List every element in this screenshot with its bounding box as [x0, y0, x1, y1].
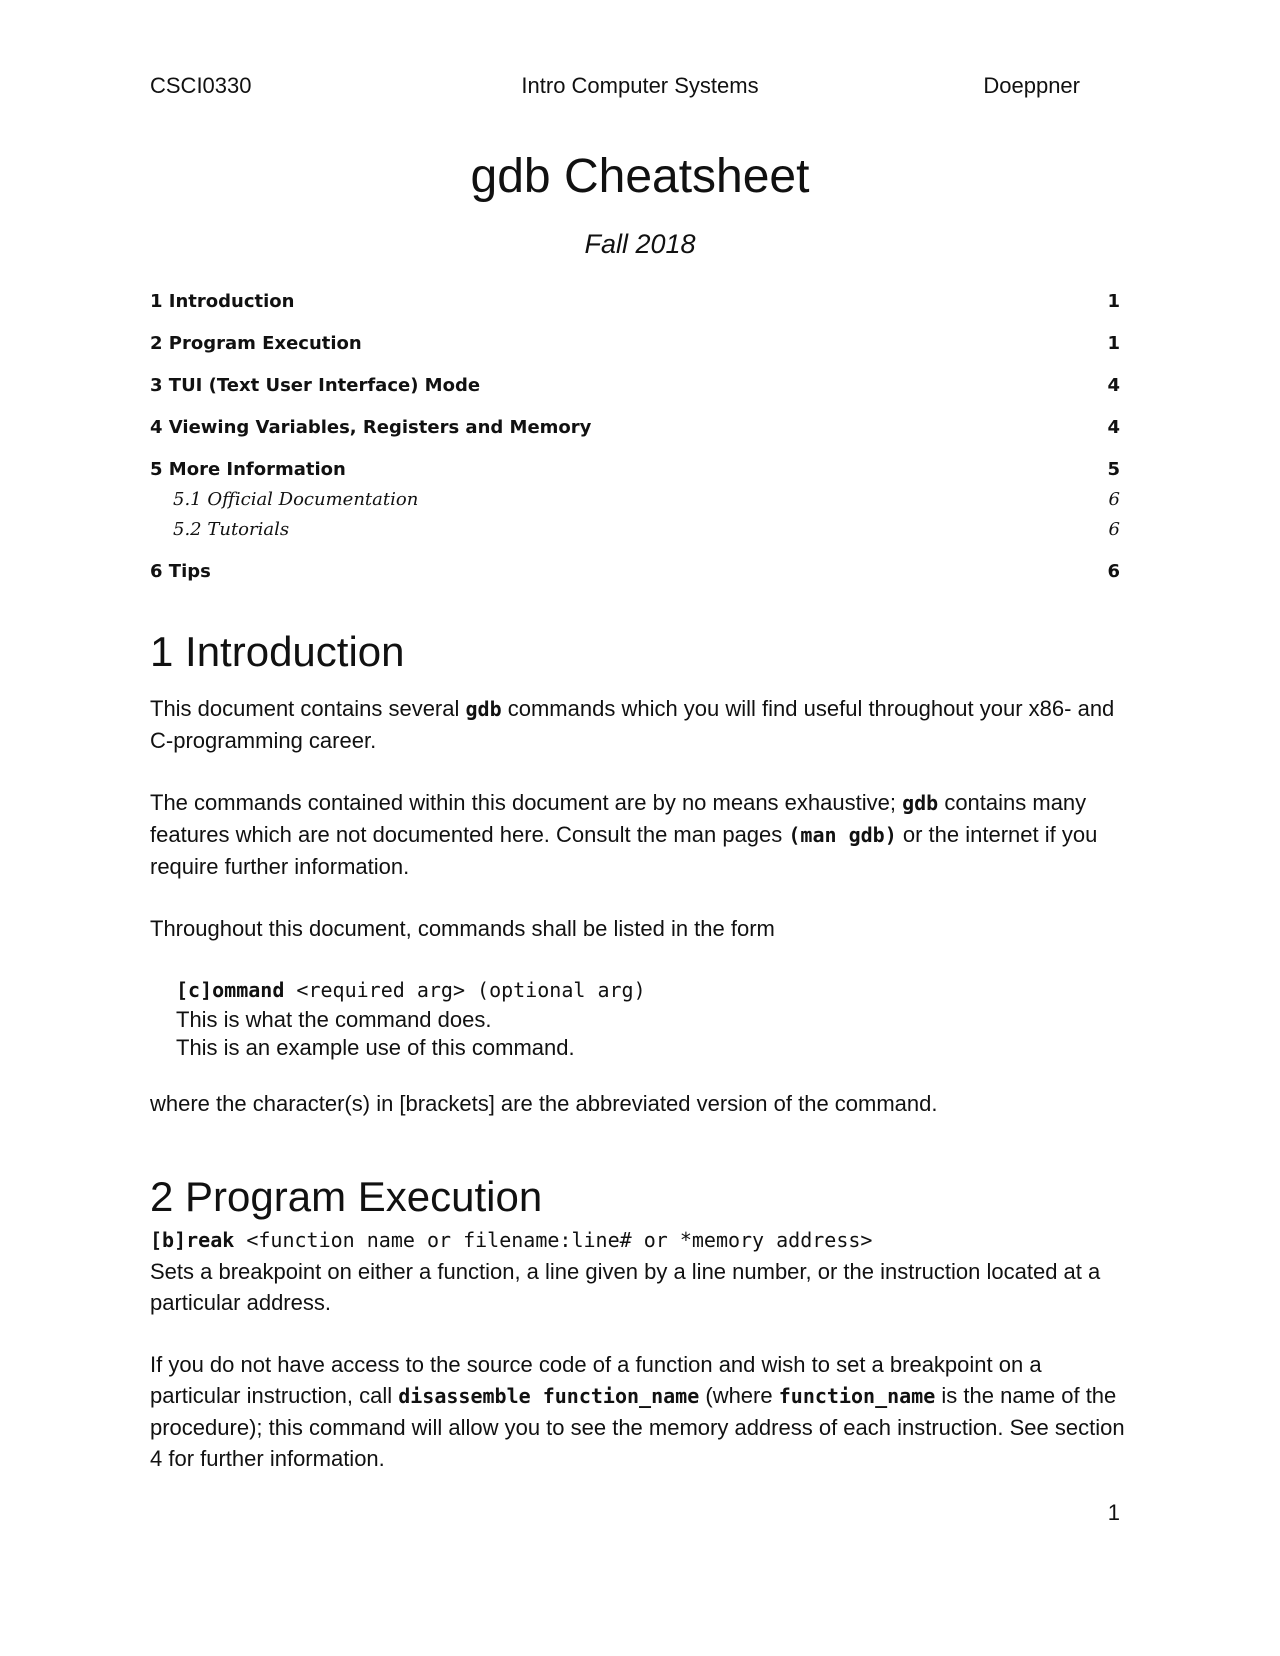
example-description: This is what the command does.: [176, 1007, 492, 1032]
text-run: This document contains several: [150, 696, 466, 721]
toc-subentry[interactable]: [150, 518, 1120, 542]
toc-entry-page: 4: [1107, 417, 1120, 438]
toc-entry[interactable]: [150, 332, 1120, 356]
document-title: gdb Cheatsheet: [470, 150, 810, 203]
text-run: If you do not have access to the source code of a function and wish to set a breakpoint on a particular instruction, call: [150, 1352, 1042, 1408]
toc-entry-page: 6: [1108, 519, 1120, 540]
toc-entry-page: 6: [1107, 561, 1120, 582]
toc-entry-label: 5.2 Tutorials: [173, 519, 290, 540]
document-subtitle: Fall 2018: [584, 229, 696, 259]
text-run: is the name of the procedure); this command will allow you to see the memory address of each instruction. See section 4 for further information.: [150, 1383, 1125, 1471]
intro-paragraph-2: [150, 787, 1130, 882]
document-body: [150, 628, 1130, 1474]
inline-code: disassemble function_name: [398, 1384, 700, 1408]
intro-paragraph-1: [150, 693, 1130, 756]
intro-paragraph-4: where the character(s) in [brackets] are the abbreviated version of the command.: [150, 1091, 938, 1116]
toc-entry-label: 2 Program Execution: [150, 333, 362, 354]
toc-entry-label: 5 More Information: [150, 459, 346, 480]
break-command-line: [150, 1225, 1130, 1256]
toc-entry[interactable]: [150, 560, 1120, 584]
example-args: <required arg> (optional arg): [284, 978, 646, 1002]
toc-entry-page: 1: [1107, 291, 1120, 312]
toc-subentry[interactable]: [150, 488, 1120, 512]
toc-entry-label: 6 Tips: [150, 561, 211, 582]
toc-entry-page: 6: [1108, 489, 1120, 510]
toc-entry-page: 5: [1107, 459, 1120, 480]
table-of-contents: [150, 290, 1120, 584]
section-heading-introduction: 1 Introduction: [150, 628, 405, 675]
toc-entry-label: 3 TUI (Text User Interface) Mode: [150, 375, 481, 396]
toc-entry-label: 5.1 Official Documentation: [173, 489, 419, 510]
exec-paragraph-2: [150, 1349, 1130, 1474]
command-format-example: [150, 975, 1130, 1062]
inline-code: function_name: [778, 1384, 936, 1408]
toc-entry-label: 1 Introduction: [150, 291, 295, 312]
toc-entry-label: 4 Viewing Variables, Registers and Memory: [150, 417, 592, 438]
example-command-line: [176, 975, 1130, 1006]
example-command: [c]ommand: [176, 978, 285, 1002]
text-run: commands which you will find useful throughout your x86- and C-programming career.: [150, 696, 1115, 753]
break-command-args: <function name or filename:line# or *memory address>: [234, 1228, 873, 1252]
text-run: or the internet if you require further information.: [150, 822, 1098, 879]
toc-entry[interactable]: [150, 458, 1120, 482]
header-instructor: Doeppner: [983, 73, 1080, 98]
intro-paragraph-3: Throughout this document, commands shall be listed in the form: [150, 916, 775, 941]
text-run: contains many features which are not documented here. Consult the man pages: [150, 790, 1087, 847]
section-heading-program-execution: 2 Program Execution: [150, 1173, 543, 1220]
text-run: The commands contained within this document are by no means exhaustive;: [150, 790, 903, 815]
toc-entry-page: 4: [1107, 375, 1120, 396]
toc-entry[interactable]: [150, 290, 1120, 314]
inline-code: (man gdb): [788, 823, 897, 847]
header-course-title: Intro Computer Systems: [521, 73, 759, 98]
example-usage: This is an example use of this command.: [176, 1035, 575, 1060]
toc-entry[interactable]: [150, 416, 1120, 440]
break-command: [b]reak: [150, 1228, 235, 1252]
toc-entry-page: 1: [1107, 333, 1120, 354]
text-run: (where: [699, 1383, 779, 1408]
inline-code: gdb: [465, 697, 502, 721]
toc-entry[interactable]: [150, 374, 1120, 398]
page-number: 1: [1107, 1500, 1120, 1525]
header-course-code: CSCI0330: [150, 73, 252, 98]
break-description: Sets a breakpoint on either a function, a line given by a line number, or the instruction located at a particular address.: [150, 1259, 1101, 1315]
inline-code: gdb: [902, 791, 939, 815]
